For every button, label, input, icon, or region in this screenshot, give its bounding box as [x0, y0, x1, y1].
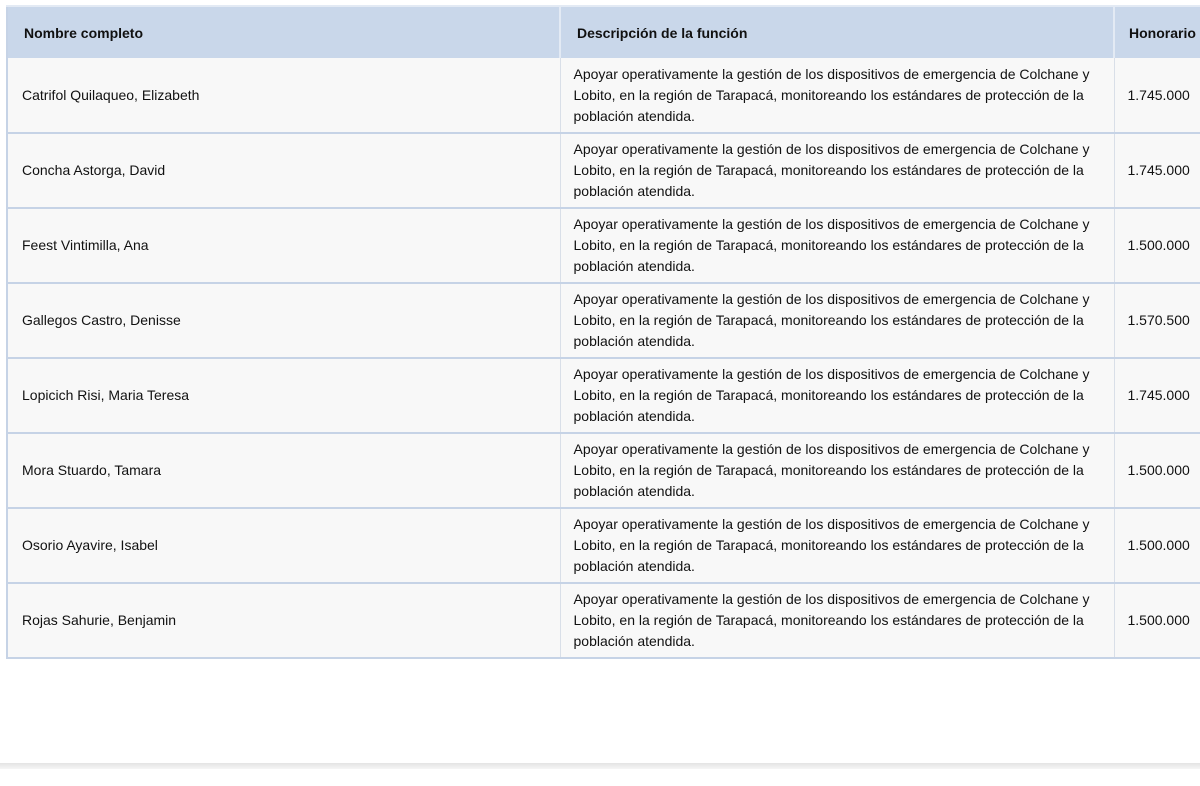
- description-cell: Apoyar operativamente la gestión de los dispositivos de emergencia de Colchane y Lobito, en la región de Tarapacá, monitoreando los estándares de protección de la población atendida.: [560, 133, 1114, 208]
- column-header-description[interactable]: Descripción de la función: [560, 6, 1114, 58]
- table-body: [7, 58, 1200, 658]
- name-cell: Concha Astorga, David: [7, 133, 560, 208]
- table-header: [7, 6, 1200, 58]
- description-cell: Apoyar operativamente la gestión de los dispositivos de emergencia de Colchane y Lobito, en la región de Tarapacá, monitoreando los estándares de protección de la población atendida.: [560, 433, 1114, 508]
- name-cell: Rojas Sahurie, Benjamin: [7, 583, 560, 658]
- table-row: [7, 433, 1200, 508]
- fee-cell: 1.570.500: [1114, 283, 1200, 358]
- fee-cell: 1.500.000: [1114, 508, 1200, 583]
- description-cell: Apoyar operativamente la gestión de los dispositivos de emergencia de Colchane y Lobito, en la región de Tarapacá, monitoreando los estándares de protección de la población atendida.: [560, 58, 1114, 133]
- description-cell: Apoyar operativamente la gestión de los dispositivos de emergencia de Colchane y Lobito, en la región de Tarapacá, monitoreando los estándares de protección de la población atendida.: [560, 583, 1114, 658]
- column-header-name[interactable]: Nombre completo: [7, 6, 560, 58]
- name-cell: Feest Vintimilla, Ana: [7, 208, 560, 283]
- header-row: [7, 6, 1200, 58]
- name-cell: Catrifol Quilaqueo, Elizabeth: [7, 58, 560, 133]
- honorarios-table-container: [6, 5, 1200, 659]
- description-cell: Apoyar operativamente la gestión de los dispositivos de emergencia de Colchane y Lobito, en la región de Tarapacá, monitoreando los estándares de protección de la población atendida.: [560, 283, 1114, 358]
- description-cell: Apoyar operativamente la gestión de los dispositivos de emergencia de Colchane y Lobito, en la región de Tarapacá, monitoreando los estándares de protección de la población atendida.: [560, 358, 1114, 433]
- fee-cell: 1.745.000: [1114, 358, 1200, 433]
- name-cell: Osorio Ayavire, Isabel: [7, 508, 560, 583]
- name-cell: Mora Stuardo, Tamara: [7, 433, 560, 508]
- fee-cell: 1.500.000: [1114, 583, 1200, 658]
- table-row: [7, 508, 1200, 583]
- table-row: [7, 133, 1200, 208]
- table-row: [7, 208, 1200, 283]
- description-cell: Apoyar operativamente la gestión de los dispositivos de emergencia de Colchane y Lobito, en la región de Tarapacá, monitoreando los estándares de protección de la población atendida.: [560, 508, 1114, 583]
- fee-cell: 1.745.000: [1114, 133, 1200, 208]
- table-row: [7, 583, 1200, 658]
- honorarios-table: [6, 5, 1200, 659]
- table-row: [7, 58, 1200, 133]
- column-header-fee[interactable]: Honorario: [1114, 6, 1200, 58]
- table-row: [7, 283, 1200, 358]
- fee-cell: 1.500.000: [1114, 208, 1200, 283]
- description-cell: Apoyar operativamente la gestión de los dispositivos de emergencia de Colchane y Lobito, en la región de Tarapacá, monitoreando los estándares de protección de la población atendida.: [560, 208, 1114, 283]
- name-cell: Gallegos Castro, Denisse: [7, 283, 560, 358]
- fee-cell: 1.500.000: [1114, 433, 1200, 508]
- page-bottom-divider: [0, 763, 1200, 769]
- fee-cell: 1.745.000: [1114, 58, 1200, 133]
- table-row: [7, 358, 1200, 433]
- name-cell: Lopicich Risi, Maria Teresa: [7, 358, 560, 433]
